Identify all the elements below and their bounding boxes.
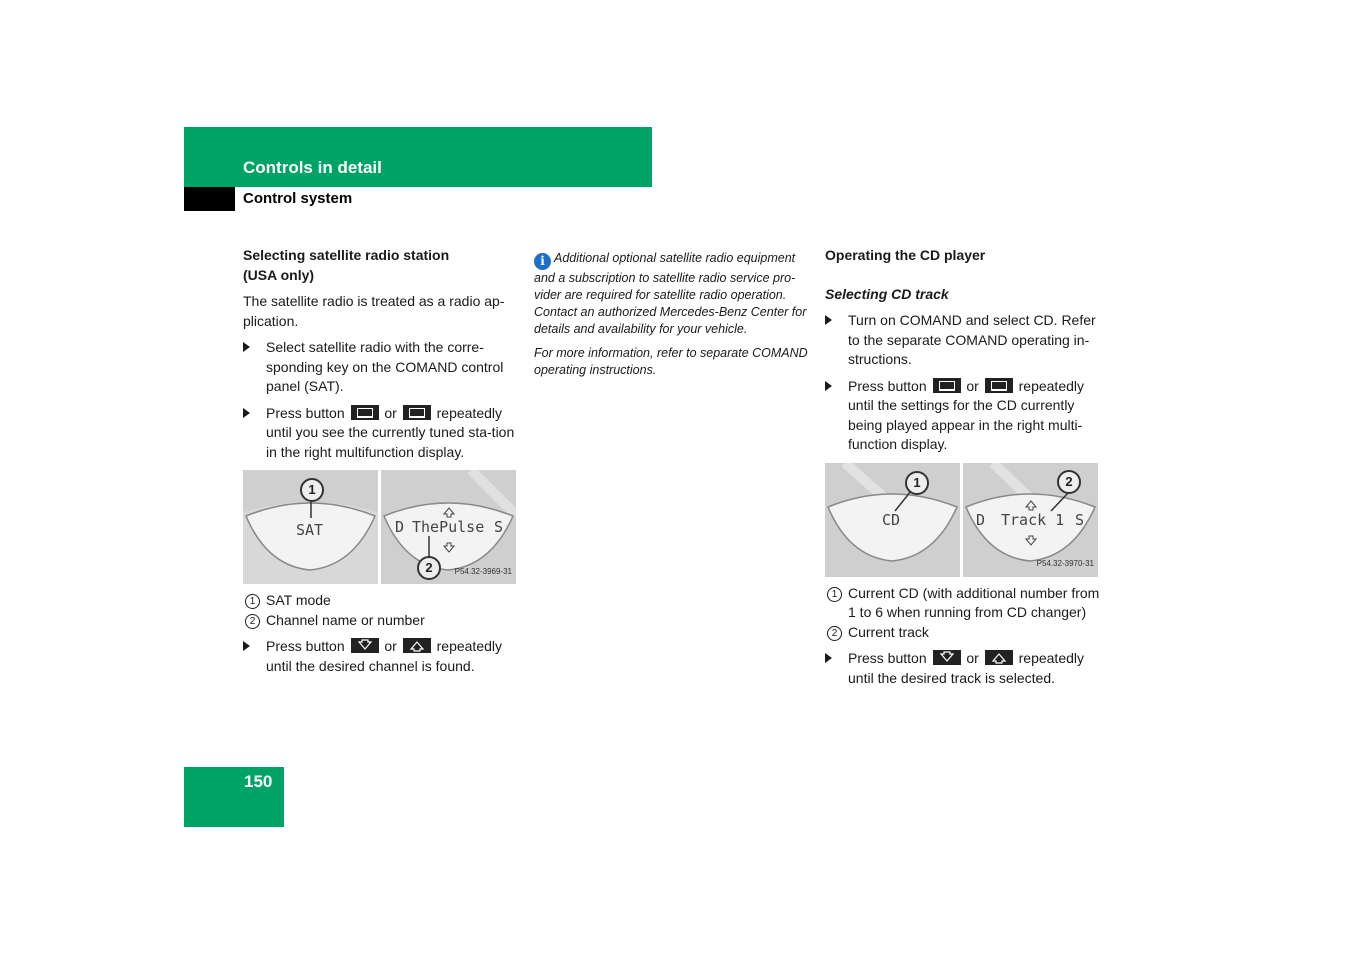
reference-note: For more information, refer to separate COMAND operating instructions. <box>534 346 808 377</box>
arrow-down-button-icon <box>351 638 379 653</box>
satellite-heading: Selecting satellite radio station (USA only) <box>243 247 450 283</box>
legend-item-2: 2 Current track <box>825 623 1100 643</box>
satellite-display-figure <box>243 470 516 584</box>
legend-item-2: 2 Channel name or number <box>243 611 518 631</box>
lcd-track-text: Track 1 <box>1001 510 1065 529</box>
figure-panel-track <box>963 463 1098 577</box>
bullet-arrow-icon <box>243 342 250 352</box>
section-title: Controls in detail <box>243 158 382 177</box>
step-press-arrow-buttons: Press button or repeatedly until the desired track is selected. <box>825 649 1100 688</box>
subsection-title: Control system <box>243 190 353 207</box>
cd-subheading: Selecting CD track <box>825 285 949 302</box>
bullet-arrow-icon <box>825 381 832 391</box>
display-right-button-icon <box>403 405 431 420</box>
callout-2: 2 <box>417 556 441 580</box>
legend-number: 2 <box>245 614 260 629</box>
lcd-s-label: S <box>1075 510 1085 529</box>
step-turn-on-comand: Turn on COMAND and select CD. Refer to the separate COMAND operating in-structions. <box>825 311 1100 370</box>
arrow-up-button-icon <box>403 638 431 653</box>
step-press-display-button: Press button or repeatedly until you see the currently tuned sta-tion in the right multifunction display. <box>243 404 518 463</box>
figure-panel-cd <box>825 463 960 577</box>
figure-panel-channel <box>381 470 516 584</box>
display-right-button-icon <box>985 378 1013 393</box>
figure-code: P54.32-3970-31 <box>1036 559 1094 568</box>
lcd-cd-text: CD <box>882 510 901 529</box>
column-satellite-radio <box>243 246 518 683</box>
lcd-sat-text: SAT <box>296 521 324 539</box>
callout-1: 1 <box>300 478 324 502</box>
bullet-arrow-icon <box>243 641 250 651</box>
lcd-s-label: S <box>494 518 504 536</box>
legend-item-1: 1 Current CD (with additional number from 1 to 6 when running from CD changer) <box>825 584 1100 623</box>
display-left-button-icon <box>351 405 379 420</box>
column-notes <box>534 250 809 386</box>
display-left-button-icon <box>933 378 961 393</box>
section-marker <box>184 187 235 211</box>
lcd-d-label: D <box>395 518 405 536</box>
arrow-up-button-icon <box>985 650 1013 665</box>
header-bar <box>184 127 652 187</box>
step-press-display-button: Press button or repeatedly until the settings for the CD currently being played appear in the right multi-function display. <box>825 377 1100 455</box>
legend-number: 2 <box>827 626 842 641</box>
bullet-arrow-icon <box>825 315 832 325</box>
column-cd-player <box>825 246 1100 695</box>
legend-item-1: 1 SAT mode <box>243 591 518 611</box>
step-select-satellite: Select satellite radio with the corre-sponding key on the COMAND control panel (SAT). <box>243 338 518 397</box>
figure-panel-sat <box>243 470 378 584</box>
satellite-intro: The satellite radio is treated as a radio ap-plication. <box>243 293 505 329</box>
callout-1: 1 <box>905 471 929 495</box>
figure-code: P54.32-3969-31 <box>454 566 512 576</box>
callout-2: 2 <box>1057 470 1081 494</box>
bullet-arrow-icon <box>825 653 832 663</box>
cd-heading: Operating the CD player <box>825 247 986 263</box>
legend-number: 1 <box>827 587 842 602</box>
arrow-down-button-icon <box>933 650 961 665</box>
info-icon: i <box>534 253 551 270</box>
step-press-arrow-buttons: Press button or repeatedly until the desired channel is found. <box>243 637 518 676</box>
bullet-arrow-icon <box>243 408 250 418</box>
info-note: i Additional optional satellite radio equipment and a subscription to satellite radio service pro-vider are required for satellite radio operation. Contact an authorized Mercedes-Benz Center for details and availability for your vehicle. <box>534 251 807 336</box>
lcd-channel-name: ThePulse <box>412 518 485 536</box>
legend-number: 1 <box>245 594 260 609</box>
page-number: 150 <box>244 772 273 791</box>
lcd-d-label: D <box>976 510 986 529</box>
cd-display-figure <box>825 463 1098 577</box>
